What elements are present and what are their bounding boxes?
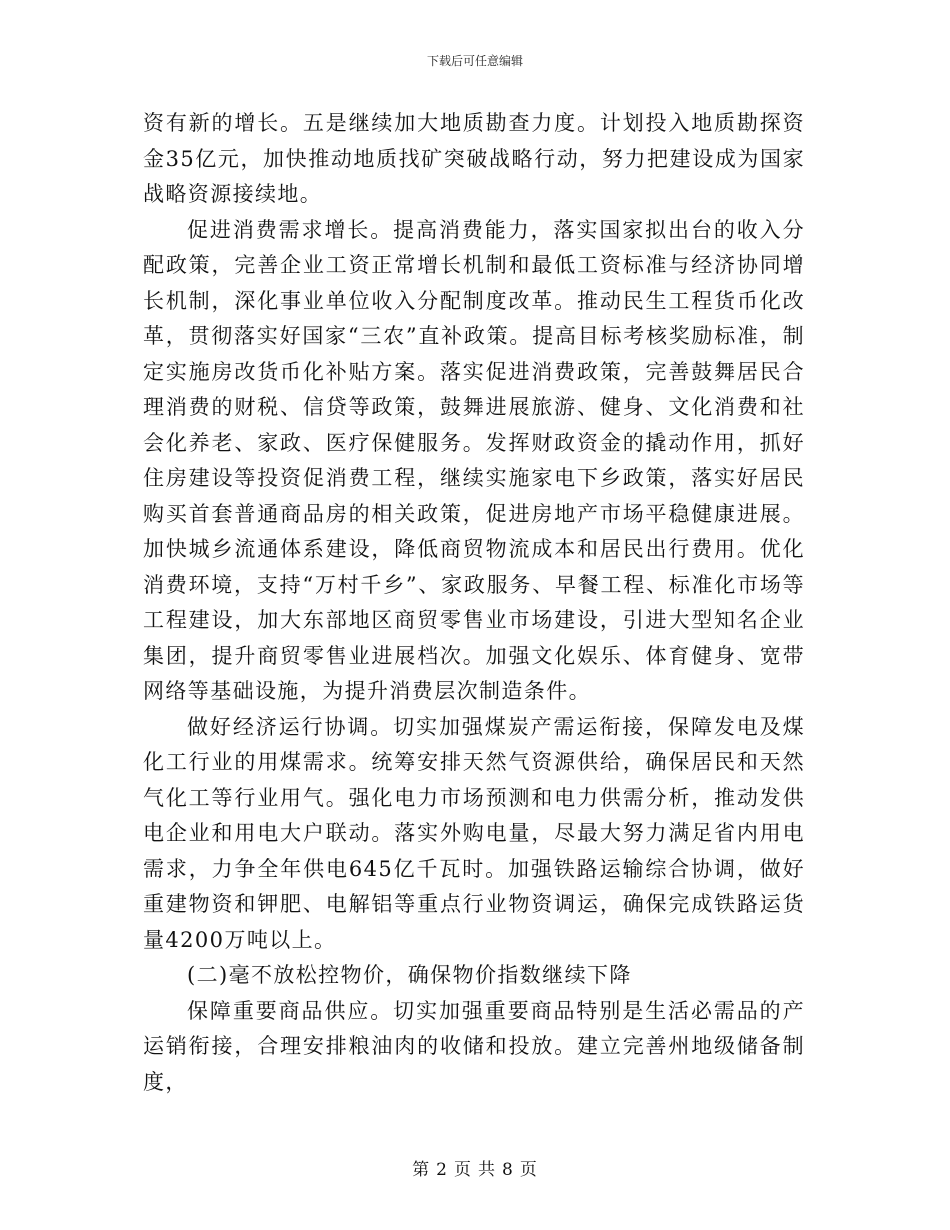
footer-prefix: 第 <box>412 1160 431 1180</box>
paragraph-1: 资有新的增长。五是继续加大地质勘查力度。计划投入地质勘探资金35亿元，加快推动地质找矿突破战略行动，努力把建设成为国家战略资源接续地。 <box>143 111 805 206</box>
footer-total-pages: 8 <box>502 1160 514 1180</box>
page-footer <box>0 1155 950 1180</box>
footer-page-word: 页 <box>454 1160 472 1180</box>
footer-current-page: 2 <box>436 1160 448 1180</box>
footer-suffix: 页 <box>519 1160 538 1180</box>
paragraph-4: 保障重要商品供应。切实加强重要商品特别是生活必需品的产运销衔接，合理安排粮油肉的收储和投放。建立完善州地级储备制度， <box>143 998 805 1094</box>
paragraph-3: 做好经济运行协调。切实加强煤炭产需运衔接，保障发电及煤化工行业的用煤需求。统筹安排天然气资源供给，确保居民和天然气化工等行业用气。强化电力市场预测和电力供需分析，推动发供电企业和用电大户联动。落实外购电量，尽最大努力满足省内用电需求，力争全年供电645亿千瓦时。加强铁路运输综合协调，做好重建物资和钾肥、电解铝等重点行业物资调运，确保完成铁路运货量4200万吨以上。 <box>143 714 805 952</box>
section-heading: (二)毫不放松控物价，确保物价指数继续下降 <box>187 963 632 987</box>
document-body <box>143 106 805 1100</box>
paragraph-2: 促进消费需求增长。提高消费能力，落实国家拟出台的收入分配政策，完善企业工资正常增长机制和最低工资标准与经济协同增长机制，深化事业单位收入分配制度改革。推动民生工程货币化改革，贯彻落实好国家“三农”直补政策。提高目标考核奖励标准，制定实施房改货币化补贴方案。落实促进消费政策，完善鼓舞居民合理消费的财税、信贷等政策，鼓舞进展旅游、健身、文化消费和社会化养老、家政、医疗保健服务。发挥财政资金的撬动作用，抓好住房建设等投资促消费工程，继续实施家电下乡政策，落实好居民购买首套普通商品房的相关政策，促进房地产市场平稳健康进展。加快城乡流通体系建设，降低商贸物流成本和居民出行费用。优化消费环境，支持“万村千乡”、家政服务、早餐工程、标准化市场等工程建设，加大东部地区商贸零售业市场建设，引进大型知名企业集团，提升商贸零售业进展档次。加强文化娱乐、体育健身、宽带网络等基础设施，为提升消费层次制造条件。 <box>143 217 805 703</box>
page-header-note: 下载后可任意编辑 <box>426 54 523 68</box>
footer-total-label: 共 <box>478 1160 496 1180</box>
